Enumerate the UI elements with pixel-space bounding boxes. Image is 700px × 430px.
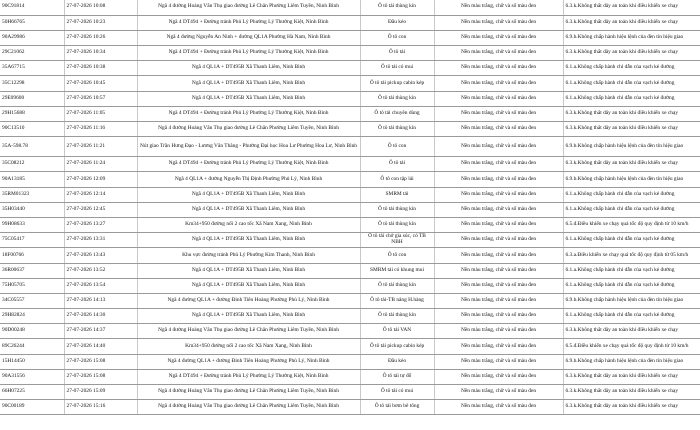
plate-cell: 89C26244 [0, 339, 64, 354]
violation-cell: 6.1.a.Không chấp hành chỉ dẫn của vạch kẻ đường [563, 61, 700, 76]
vehicle-type-cell: Ô tô tải thùng kín [360, 309, 434, 324]
time-cell: 27-07-2026 11:16 [64, 122, 137, 137]
table-row [0, 187, 700, 202]
plate-color-cell: Nền màu trắng, chữ và số màu đen [434, 369, 563, 384]
location-cell: Ngã 4 DT494 + Đường tránh Phủ Lý Phường Lý Thường Kiệt, Ninh Bình [137, 106, 360, 121]
plate-color-cell: Nền màu trắng, chữ và số màu đen [434, 0, 563, 15]
plate-color-cell: Nền màu trắng, chữ và số màu đen [434, 172, 563, 187]
plate-cell: 90A13185 [0, 172, 64, 187]
time-cell: 27-07-2026 15:16 [64, 400, 137, 415]
table-row [0, 339, 700, 354]
plate-cell: 75C05417 [0, 233, 64, 248]
plate-color-cell: Nền màu trắng, chữ và số màu đen [434, 137, 563, 157]
time-cell: 27-07-2026 14:37 [64, 324, 137, 339]
time-cell: 27-07-2026 15:08 [64, 354, 137, 369]
location-cell: Ngã 4 QL1A + DT495B Xã Thanh Liêm, Ninh Bình [137, 61, 360, 76]
location-cell: Ngã 4 đường Hoàng Văn Thụ giao đường Lê Chân Phường Liêm Tuyền, Ninh Bình [137, 400, 360, 415]
plate-cell: 18F00766 [0, 248, 64, 263]
time-cell: 27-07-2026 10:38 [64, 61, 137, 76]
location-cell: Km34+950 đường nối 2 cao tốc Xã Nam Xang, Ninh Bình [137, 339, 360, 354]
table-row [0, 172, 700, 187]
table-row [0, 278, 700, 293]
time-cell: 27-07-2026 13:27 [64, 217, 137, 232]
vehicle-type-cell: Ô tô tải chuyên dùng [360, 106, 434, 121]
plate-cell: 90C13510 [0, 122, 64, 137]
table-row [0, 15, 700, 30]
plate-cell: 75H05705 [0, 278, 64, 293]
location-cell: Ngã 4 DT494 + Đường tránh Phủ Lý Phường Lý Thường Kiệt, Ninh Bình [137, 15, 360, 30]
plate-color-cell: Nền màu trắng, chữ và số màu đen [434, 187, 563, 202]
violation-cell: 6.5.đ.Điều khiển xe chạy quá tốc độ quy định từ 10 km/h [563, 217, 700, 232]
plate-color-cell: Nền màu trắng, chữ và số màu đen [434, 122, 563, 137]
violation-cell: 6.3.a.Điều khiển xe chạy quá tốc độ quy định từ 05 km/h [563, 248, 700, 263]
plate-cell: 15H14450 [0, 354, 64, 369]
vehicle-type-cell: Đầu kéo [360, 354, 434, 369]
table-row [0, 157, 700, 172]
vehicle-type-cell: Đầu kéo [360, 15, 434, 30]
plate-cell: 35A67715 [0, 61, 64, 76]
plate-color-cell: Nền màu trắng, chữ và số màu đen [434, 324, 563, 339]
time-cell: 27-07-2026 10:23 [64, 15, 137, 30]
violation-cell: 6.3.k.Không thắt dây an toàn khi điều khiển xe chạy [563, 369, 700, 384]
table-row [0, 248, 700, 263]
violation-cell: 6.9.b.Không chấp hành hiệu lệnh của đèn tín hiệu giao [563, 172, 700, 187]
time-cell: 27-07-2026 15:09 [64, 385, 137, 400]
vehicle-type-cell: Ô tô tải thùng kín [360, 0, 434, 15]
location-cell: Nút giao Trần Hưng Đạo - Lương Văn Thăng - Phường Đại học Hoa Lư Phường Hoa Lư, Ninh Bình [137, 137, 360, 157]
location-cell: Ngã 4 QL1A + DT495B Xã Thanh Liêm, Ninh Bình [137, 233, 360, 248]
violation-cell: 6.1.a.Không chấp hành chỉ dẫn của vạch kẻ đường [563, 263, 700, 278]
table-row [0, 263, 700, 278]
vehicle-type-cell: Ô tô tải [360, 157, 434, 172]
vehicle-type-cell: Ô tô tải thùng kín [360, 278, 434, 293]
vehicle-type-cell: Ô tô con tập lái [360, 172, 434, 187]
time-cell: 27-07-2026 10:34 [64, 46, 137, 61]
location-cell: Ngã 4 QL1A + DT495B Xã Thanh Liêm, Ninh Bình [137, 91, 360, 106]
violation-cell: 6.1.a.Không chấp hành chỉ dẫn của vạch kẻ đường [563, 76, 700, 91]
plate-color-cell: Nền màu trắng, chữ và số màu đen [434, 400, 563, 415]
violation-cell: 6.3.k.Không thắt dây an toàn khi điều khiển xe chạy [563, 385, 700, 400]
table-row [0, 217, 700, 232]
table-row [0, 30, 700, 45]
location-cell: Ngã 4 QL1A + DT495B Xã Thanh Liêm, Ninh Bình [137, 278, 360, 293]
location-cell: Ngã 4 QL1A + DT495B Xã Thanh Liêm, Ninh Bình [137, 309, 360, 324]
plate-cell: 34C05557 [0, 293, 64, 308]
time-cell: 27-07-2026 10:57 [64, 91, 137, 106]
plate-color-cell: Nền màu trắng, chữ và số màu đen [434, 217, 563, 232]
violation-cell: 6.1.a.Không chấp hành chỉ dẫn của vạch kẻ đường [563, 91, 700, 106]
table-row [0, 106, 700, 121]
table-row [0, 76, 700, 91]
vehicle-type-cell: Ô tô con [360, 30, 434, 45]
time-cell: 27-07-2026 10:26 [64, 30, 137, 45]
location-cell: Ngã 4 DT494 + Đường tránh Phủ Lý Phường Lý Thường Kiệt, Ninh Bình [137, 157, 360, 172]
location-cell: Ngã 4 DT494 + Đường tránh Phủ Lý Phường Lý Thường Kiệt, Ninh Bình [137, 369, 360, 384]
table-row [0, 137, 700, 157]
plate-cell: 50H66765 [0, 15, 64, 30]
time-cell: 27-07-2026 14:13 [64, 293, 137, 308]
violation-cell: 6.1.a.Không chấp hành chỉ dẫn của vạch kẻ đường [563, 187, 700, 202]
table-row [0, 46, 700, 61]
time-cell: 27-07-2026 15:08 [64, 369, 137, 384]
violation-cell: 6.9.b.Không chấp hành hiệu lệnh của đèn tín hiệu giao [563, 137, 700, 157]
time-cell: 27-07-2026 13:31 [64, 233, 137, 248]
plate-color-cell: Nền màu trắng, chữ và số màu đen [434, 293, 563, 308]
violation-cell: 6.1.a.Không chấp hành chỉ dẫn của vạch kẻ đường [563, 233, 700, 248]
location-cell: Ngã 4 đường Hoàng Văn Thụ giao đường Lê Chân Phường Liêm Tuyền, Ninh Bình [137, 0, 360, 15]
vehicle-type-cell: Ô tô tải tự đổ [360, 369, 434, 384]
location-cell: Ngã 4 QL1A + DT495B Xã Thanh Liêm, Ninh Bình [137, 263, 360, 278]
plate-color-cell: Nền màu trắng, chữ và số màu đen [434, 157, 563, 172]
table-row [0, 293, 700, 308]
table-row [0, 400, 700, 415]
plate-cell: 90C00189 [0, 400, 64, 415]
location-cell: Ngã 4 QL1A + DT495B Xã Thanh Liêm, Ninh Bình [137, 76, 360, 91]
plate-color-cell: Nền màu trắng, chữ và số màu đen [434, 15, 563, 30]
violation-cell: 6.1.a.Không chấp hành chỉ dẫn của vạch kẻ đường [563, 278, 700, 293]
vehicle-type-cell: Ô tô tải thùng kín [360, 122, 434, 137]
plate-color-cell: Nền màu trắng, chữ và số màu đen [434, 339, 563, 354]
table-row [0, 202, 700, 217]
vehicle-type-cell: Ô tô tải pickup cabin kép [360, 76, 434, 91]
table-row [0, 91, 700, 106]
time-cell: 27-07-2026 14:40 [64, 339, 137, 354]
plate-cell: 29E09600 [0, 91, 64, 106]
vehicle-type-cell: Ô tô tải [360, 46, 434, 61]
violation-cell: 6.3.k.Không thắt dây an toàn khi điều khiển xe chạy [563, 400, 700, 415]
vehicle-type-cell: Ô tô tải thùng kín [360, 202, 434, 217]
plate-color-cell: Nền màu trắng, chữ và số màu đen [434, 76, 563, 91]
location-cell: Ngã 4 đường QL1A + đường Đinh Tiên Hoàng Phường Phủ Lý, Ninh Bình [137, 293, 360, 308]
violation-cell: 6.1.a.Không chấp hành chỉ dẫn của vạch kẻ đường [563, 309, 700, 324]
location-cell: Km34+950 đường nối 2 cao tốc Xã Nam Xang, Ninh Bình [137, 217, 360, 232]
plate-color-cell: Nền màu trắng, chữ và số màu đen [434, 30, 563, 45]
location-cell: Ngã 4 QL1A + DT495B Xã Thanh Liêm, Ninh Bình [137, 187, 360, 202]
vehicle-type-cell: Ô tô tải thùng kín [360, 91, 434, 106]
violation-cell: 6.3.k.Không thắt dây an toàn khi điều khiển xe chạy [563, 122, 700, 137]
table-row [0, 324, 700, 339]
plate-cell: 35C12298 [0, 76, 64, 91]
location-cell: Ngã 4 đường Hoàng Văn Thụ giao đường Lê Chân Phường Liêm Tuyền, Ninh Bình [137, 324, 360, 339]
violation-cell: 6.3.k.Không thắt dây an toàn khi điều khiển xe chạy [563, 324, 700, 339]
plate-color-cell: Nền màu trắng, chữ và số màu đen [434, 385, 563, 400]
plate-color-cell: Nền màu trắng, chữ và số màu đen [434, 263, 563, 278]
plate-cell: 35A-598.78 [0, 137, 64, 157]
time-cell: 27-07-2026 13:52 [64, 263, 137, 278]
plate-cell: 90D00248 [0, 324, 64, 339]
violation-cell: 6.3.k.Không thắt dây an toàn khi điều khiển xe chạy [563, 46, 700, 61]
vehicle-type-cell: Ô tô tải-TB nâng H.hàng [360, 293, 434, 308]
table-row [0, 0, 700, 15]
location-cell: Ngã 4 QL1A + DT495B Xã Thanh Liêm, Ninh Bình [137, 202, 360, 217]
violation-cell: 6.3.k.Không thắt dây an toàn khi điều khiển xe chạy [563, 0, 700, 15]
vehicle-type-cell: Ô tô tải chở gia súc, có TB NBH [360, 233, 434, 248]
location-cell: Khu vực đường tránh Phủ Lý Phường Kim Thanh, Ninh Bình [137, 248, 360, 263]
plate-cell: 35C08212 [0, 157, 64, 172]
time-cell: 27-07-2026 12:09 [64, 172, 137, 187]
plate-cell: 90A29986 [0, 30, 64, 45]
plate-color-cell: Nền màu trắng, chữ và số màu đen [434, 61, 563, 76]
table-row [0, 385, 700, 400]
location-cell: Ngã 4 đường Hoàng Văn Thụ giao đường Lê Chân Phường Liêm Tuyền, Ninh Bình [137, 385, 360, 400]
time-cell: 27-07-2026 11:05 [64, 106, 137, 121]
vehicle-type-cell: SMRM tải có khung mui [360, 263, 434, 278]
time-cell: 27-07-2026 11:21 [64, 137, 137, 157]
violation-cell: 6.9.b.Không chấp hành hiệu lệnh của đèn tín hiệu giao [563, 354, 700, 369]
plate-cell: 29H82824 [0, 309, 64, 324]
plate-color-cell: Nền màu trắng, chữ và số màu đen [434, 202, 563, 217]
time-cell: 27-07-2026 14:30 [64, 309, 137, 324]
vehicle-type-cell: Ô tô con [360, 248, 434, 263]
time-cell: 27-07-2026 13:54 [64, 278, 137, 293]
plate-color-cell: Nền màu trắng, chữ và số màu đen [434, 354, 563, 369]
time-cell: 27-07-2026 12:45 [64, 202, 137, 217]
violation-cell: 6.1.a.Không chấp hành chỉ dẫn của vạch kẻ đường [563, 202, 700, 217]
plate-color-cell: Nền màu trắng, chữ và số màu đen [434, 46, 563, 61]
vehicle-type-cell: Ô tô tải bơm bê tông [360, 400, 434, 415]
plate-cell: 90C91814 [0, 0, 64, 15]
plate-color-cell: Nền màu trắng, chữ và số màu đen [434, 91, 563, 106]
plate-cell: 99H08633 [0, 217, 64, 232]
violation-cell: 6.9.b.Không chấp hành hiệu lệnh của đèn tín hiệu giao [563, 293, 700, 308]
table-row [0, 61, 700, 76]
location-cell: Ngã 4 đường Hoàng Văn Thụ giao đường Lê Chân Phường Liêm Tuyền, Ninh Bình [137, 122, 360, 137]
table-row [0, 122, 700, 137]
location-cell: Ngã 4 QL1A + đường Nguyễn Thị Định Phường Phủ Lý, Ninh Bình [137, 172, 360, 187]
location-cell: Ngã 4 đường Nguyễn An Ninh + đường QL1A Phường Hà Nam, Ninh Bình [137, 30, 360, 45]
plate-cell: 35RM01323 [0, 187, 64, 202]
plate-color-cell: Nền màu trắng, chữ và số màu đen [434, 248, 563, 263]
plate-color-cell: Nền màu trắng, chữ và số màu đen [434, 309, 563, 324]
table-row [0, 354, 700, 369]
table-row [0, 369, 700, 384]
plate-cell: 35H03440 [0, 202, 64, 217]
time-cell: 27-07-2026 12:14 [64, 187, 137, 202]
plate-cell: 90A31556 [0, 369, 64, 384]
vehicle-type-cell: Ô tô tải VAN [360, 324, 434, 339]
vehicle-type-cell: SMRM tải [360, 187, 434, 202]
violation-cell: 6.3.k.Không thắt dây an toàn khi điều khiển xe chạy [563, 106, 700, 121]
plate-cell: 36R00637 [0, 263, 64, 278]
table-row [0, 309, 700, 324]
violation-cell: 6.5.đ.Điều khiển xe chạy quá tốc độ quy định từ 10 km/h [563, 339, 700, 354]
vehicle-type-cell: Ô tô tải thùng kín [360, 217, 434, 232]
vehicle-type-cell: Ô tô tải có mui [360, 385, 434, 400]
violation-cell: 6.3.k.Không thắt dây an toàn khi điều khiển xe chạy [563, 157, 700, 172]
plate-color-cell: Nền màu trắng, chữ và số màu đen [434, 278, 563, 293]
time-cell: 27-07-2026 10:45 [64, 76, 137, 91]
vehicle-type-cell: Ô tô tải pickup cabin kép [360, 339, 434, 354]
plate-cell: 29H15688 [0, 106, 64, 121]
plate-color-cell: Nền màu trắng, chữ và số màu đen [434, 233, 563, 248]
time-cell: 27-07-2026 10:08 [64, 0, 137, 15]
plate-color-cell: Nền màu trắng, chữ và số màu đen [434, 106, 563, 121]
plate-cell: 29C21062 [0, 46, 64, 61]
table-row [0, 233, 700, 248]
plate-cell: 66H07225 [0, 385, 64, 400]
time-cell: 27-07-2026 11:24 [64, 157, 137, 172]
location-cell: Ngã 4 DT494 + Đường tránh Phủ Lý Phường Lý Thường Kiệt, Ninh Bình [137, 46, 360, 61]
vehicle-type-cell: Ô tô con [360, 137, 434, 157]
violation-cell: 6.3.k.Không thắt dây an toàn khi điều khiển xe chạy [563, 15, 700, 30]
violation-cell: 6.9.b.Không chấp hành hiệu lệnh của đèn tín hiệu giao [563, 30, 700, 45]
location-cell: Ngã 4 đường QL1A + đường Đinh Tiên Hoàng Phường Phủ Lý, Ninh Bình [137, 354, 360, 369]
vehicle-type-cell: Ô tô tải có mui [360, 61, 434, 76]
time-cell: 27-07-2026 13:43 [64, 248, 137, 263]
